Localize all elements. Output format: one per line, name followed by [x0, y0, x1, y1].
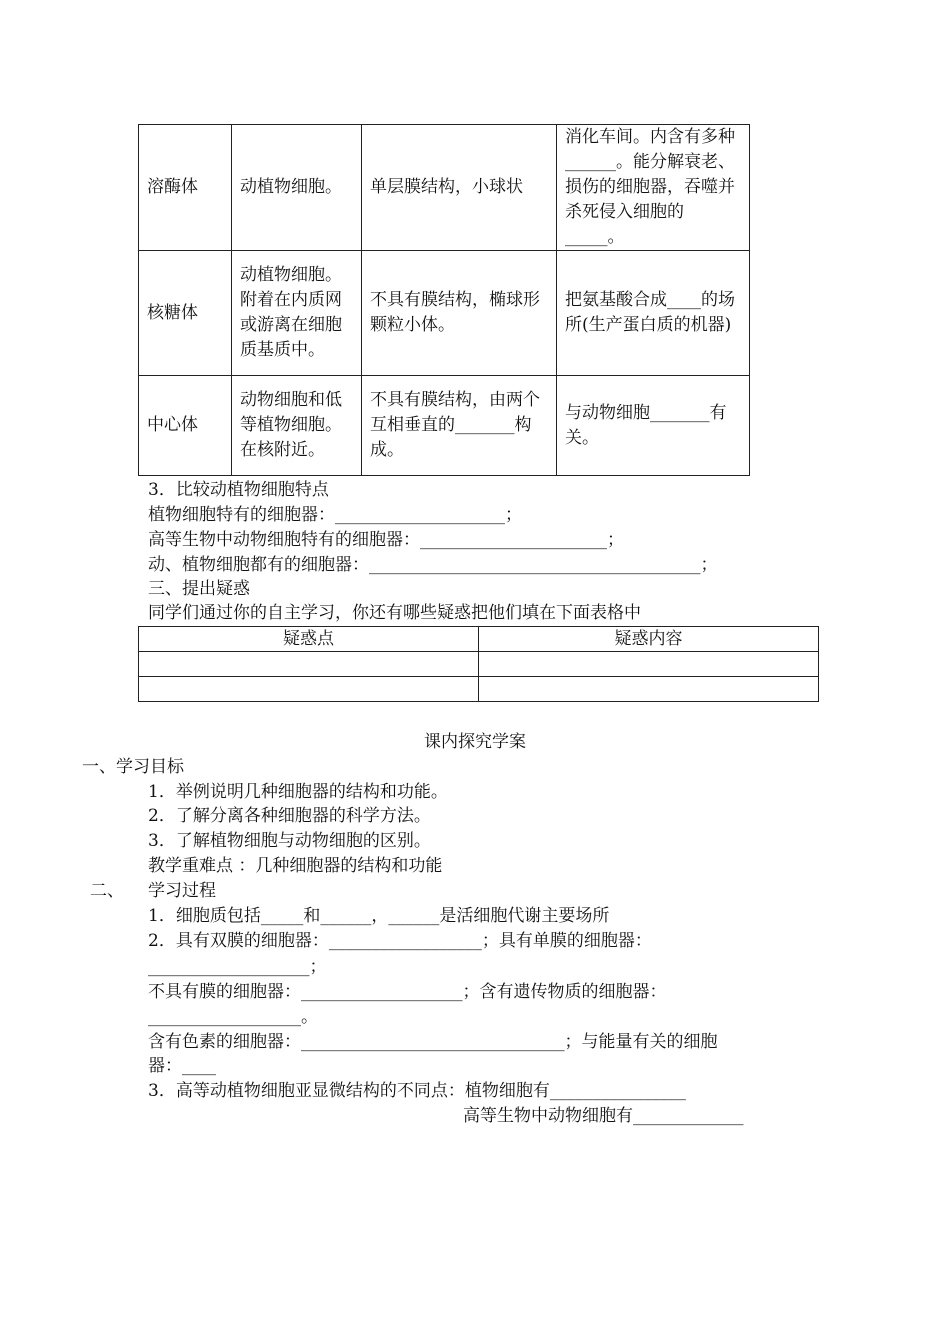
organelle-location: 动植物细胞。附着在内质网或游离在细胞质基质中。 [232, 251, 362, 376]
goal-item: 2．了解分离各种细胞器的科学方法。 [148, 806, 431, 826]
doubts-point-cell[interactable] [139, 677, 479, 702]
doubts-col-header: 疑惑内容 [479, 627, 819, 652]
organelle-function: 消化车间。内含有多种______。能分解衰老、损伤的细胞器，吞噬并杀死侵入细胞的_____。 [557, 125, 750, 251]
organelle-location: 动植物细胞。 [232, 125, 362, 251]
table-row[interactable] [139, 677, 819, 702]
organelle-structure: 不具有膜结构，椭球形颗粒小体。 [362, 251, 557, 376]
teaching-focus: 教学重难点 ：几种细胞器的结构和功能 [148, 856, 443, 876]
table-row [139, 125, 750, 251]
doubts-table [138, 626, 819, 702]
organelle-function: 把氨基酸合成____的场所(生产蛋白质的机器) [557, 251, 750, 376]
doubts-point-cell[interactable] [139, 652, 479, 677]
process-item: 1．细胞质包括_____和______，______是活细胞代谢主要场所 [148, 906, 610, 926]
goals-heading: 一、学习目标 [82, 757, 184, 777]
process-item: __________________。 [148, 1007, 318, 1027]
process-heading: 学习过程 [148, 881, 216, 901]
organelle-location: 动物细胞和低等植物细胞。在核附近。 [232, 376, 362, 476]
organelle-structure: 单层膜结构，小球状 [362, 125, 557, 251]
organelle-name: 核糖体 [139, 251, 232, 376]
process-number: 二、 [90, 881, 124, 901]
compare-line: 植物细胞特有的细胞器：____________________； [148, 505, 522, 525]
process-item: 2．具有双膜的细胞器：__________________；具有单膜的细胞器： [148, 931, 652, 951]
process-item: 器：____ [148, 1056, 216, 1076]
doubts-heading: 三、提出疑惑 [148, 579, 250, 599]
table-row[interactable] [139, 652, 819, 677]
process-item: 3．高等动植物细胞亚显微结构的不同点：植物细胞有________________ [148, 1081, 686, 1101]
table-row [139, 251, 750, 376]
organelle-structure: 不具有膜结构，由两个互相垂直的_______构成。 [362, 376, 557, 476]
compare-line: 动、植物细胞都有的细胞器：_______________________________________； [148, 555, 718, 575]
table-row [139, 376, 750, 476]
doubts-intro: 同学们通过你的自主学习，你还有哪些疑惑把他们填在下面表格中 [148, 603, 641, 623]
organelle-name: 溶酶体 [139, 125, 232, 251]
process-item: 高等生物中动物细胞有_____________ [463, 1106, 744, 1126]
organelle-name: 中心体 [139, 376, 232, 476]
section-title: 课内探究学案 [424, 732, 526, 752]
doubts-content-cell[interactable] [479, 652, 819, 677]
doubts-col-header: 疑惑点 [139, 627, 479, 652]
compare-line: 高等生物中动物细胞特有的细胞器：______________________； [148, 530, 624, 550]
process-item: 不具有膜的细胞器：___________________；含有遗传物质的细胞器： [148, 982, 667, 1002]
organelle-function: 与动物细胞_______有关。 [557, 376, 750, 476]
process-item: 含有色素的细胞器：_______________________________；与能量有关的细胞 [148, 1032, 718, 1052]
goal-item: 1．举例说明几种细胞器的结构和功能。 [148, 782, 448, 802]
doubts-content-cell[interactable] [479, 677, 819, 702]
goal-item: 3．了解植物细胞与动物细胞的区别。 [148, 831, 431, 851]
organelle-table [138, 124, 750, 476]
compare-heading: 3．比较动植物细胞特点 [148, 480, 329, 500]
table-header-row [139, 627, 819, 652]
process-item: ___________________； [148, 957, 327, 977]
